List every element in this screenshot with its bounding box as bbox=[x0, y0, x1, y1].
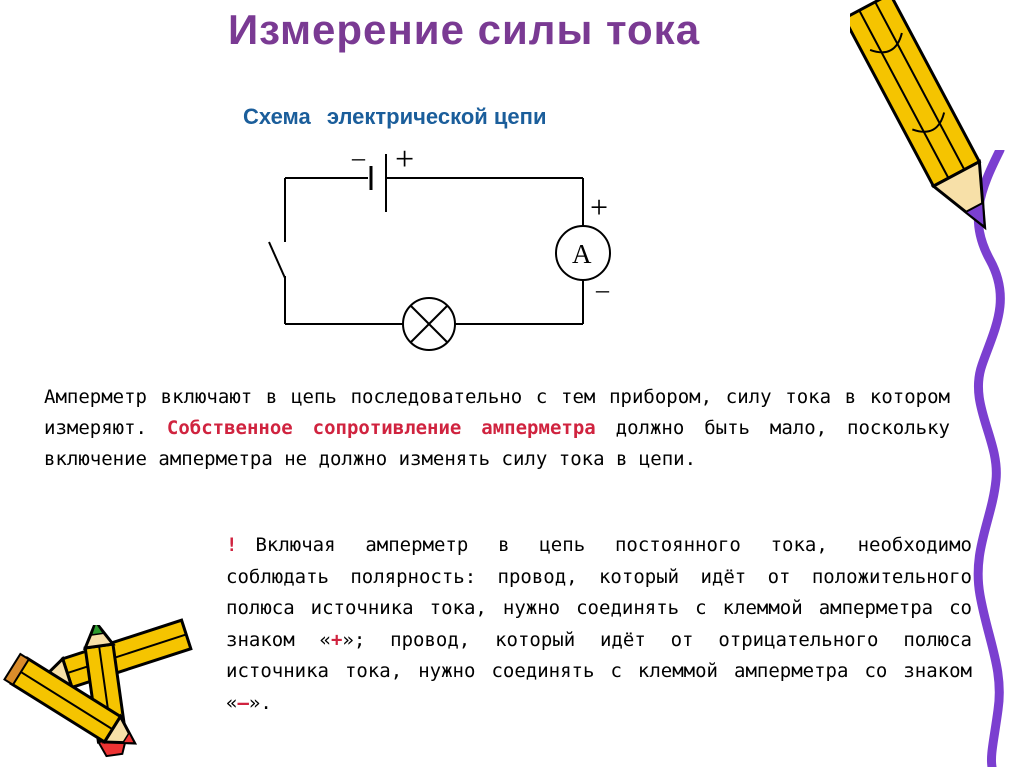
ammeter-description bbox=[44, 382, 950, 475]
ammeter-minus-sign: – bbox=[596, 275, 609, 304]
para1-text-1: Амперметр включают в цепь последовательно с тем прибором, силу тока в котором измеряют. bbox=[44, 386, 950, 439]
battery-minus-sign: – bbox=[352, 143, 365, 172]
para1-highlight: Собственное сопротивление амперметра bbox=[166, 417, 596, 439]
circuit-caption bbox=[243, 104, 546, 130]
exclamation-mark: ! bbox=[226, 534, 238, 556]
caption-word-1: Схема bbox=[243, 104, 311, 129]
ammeter-plus-sign: + bbox=[590, 189, 609, 225]
pencil-icon bbox=[850, 0, 1010, 245]
page-title: Измерение силы тока bbox=[227, 6, 701, 53]
para2-text-1: Включая амперметр в цепь постоянного тока, необходимо соблюдать полярность: провод, который идёт от положительного полюса источника тока, нужно соединять с клеммой амперметра со знаком « bbox=[226, 534, 972, 651]
para2-text-2: »; провод, который идёт от отрицательного полюса источника тока, нужно соединять с клеммой амперметра со знаком « bbox=[226, 628, 972, 714]
battery-plus-sign: + bbox=[395, 141, 415, 178]
circuit-diagram bbox=[255, 140, 635, 360]
switch-lever bbox=[269, 242, 285, 278]
para2-text-3: ». bbox=[248, 691, 272, 714]
plus-sign: + bbox=[330, 628, 343, 651]
polarity-note bbox=[226, 530, 972, 719]
pencil-icon bbox=[0, 650, 150, 767]
para1-text-2: должно быть мало, поскольку включение амперметра не должно изменять силу тока в цепи. bbox=[44, 417, 950, 470]
minus-sign: – bbox=[237, 691, 249, 714]
caption-word-2: электрической цепи bbox=[326, 104, 547, 129]
ammeter-label: А bbox=[572, 239, 592, 269]
